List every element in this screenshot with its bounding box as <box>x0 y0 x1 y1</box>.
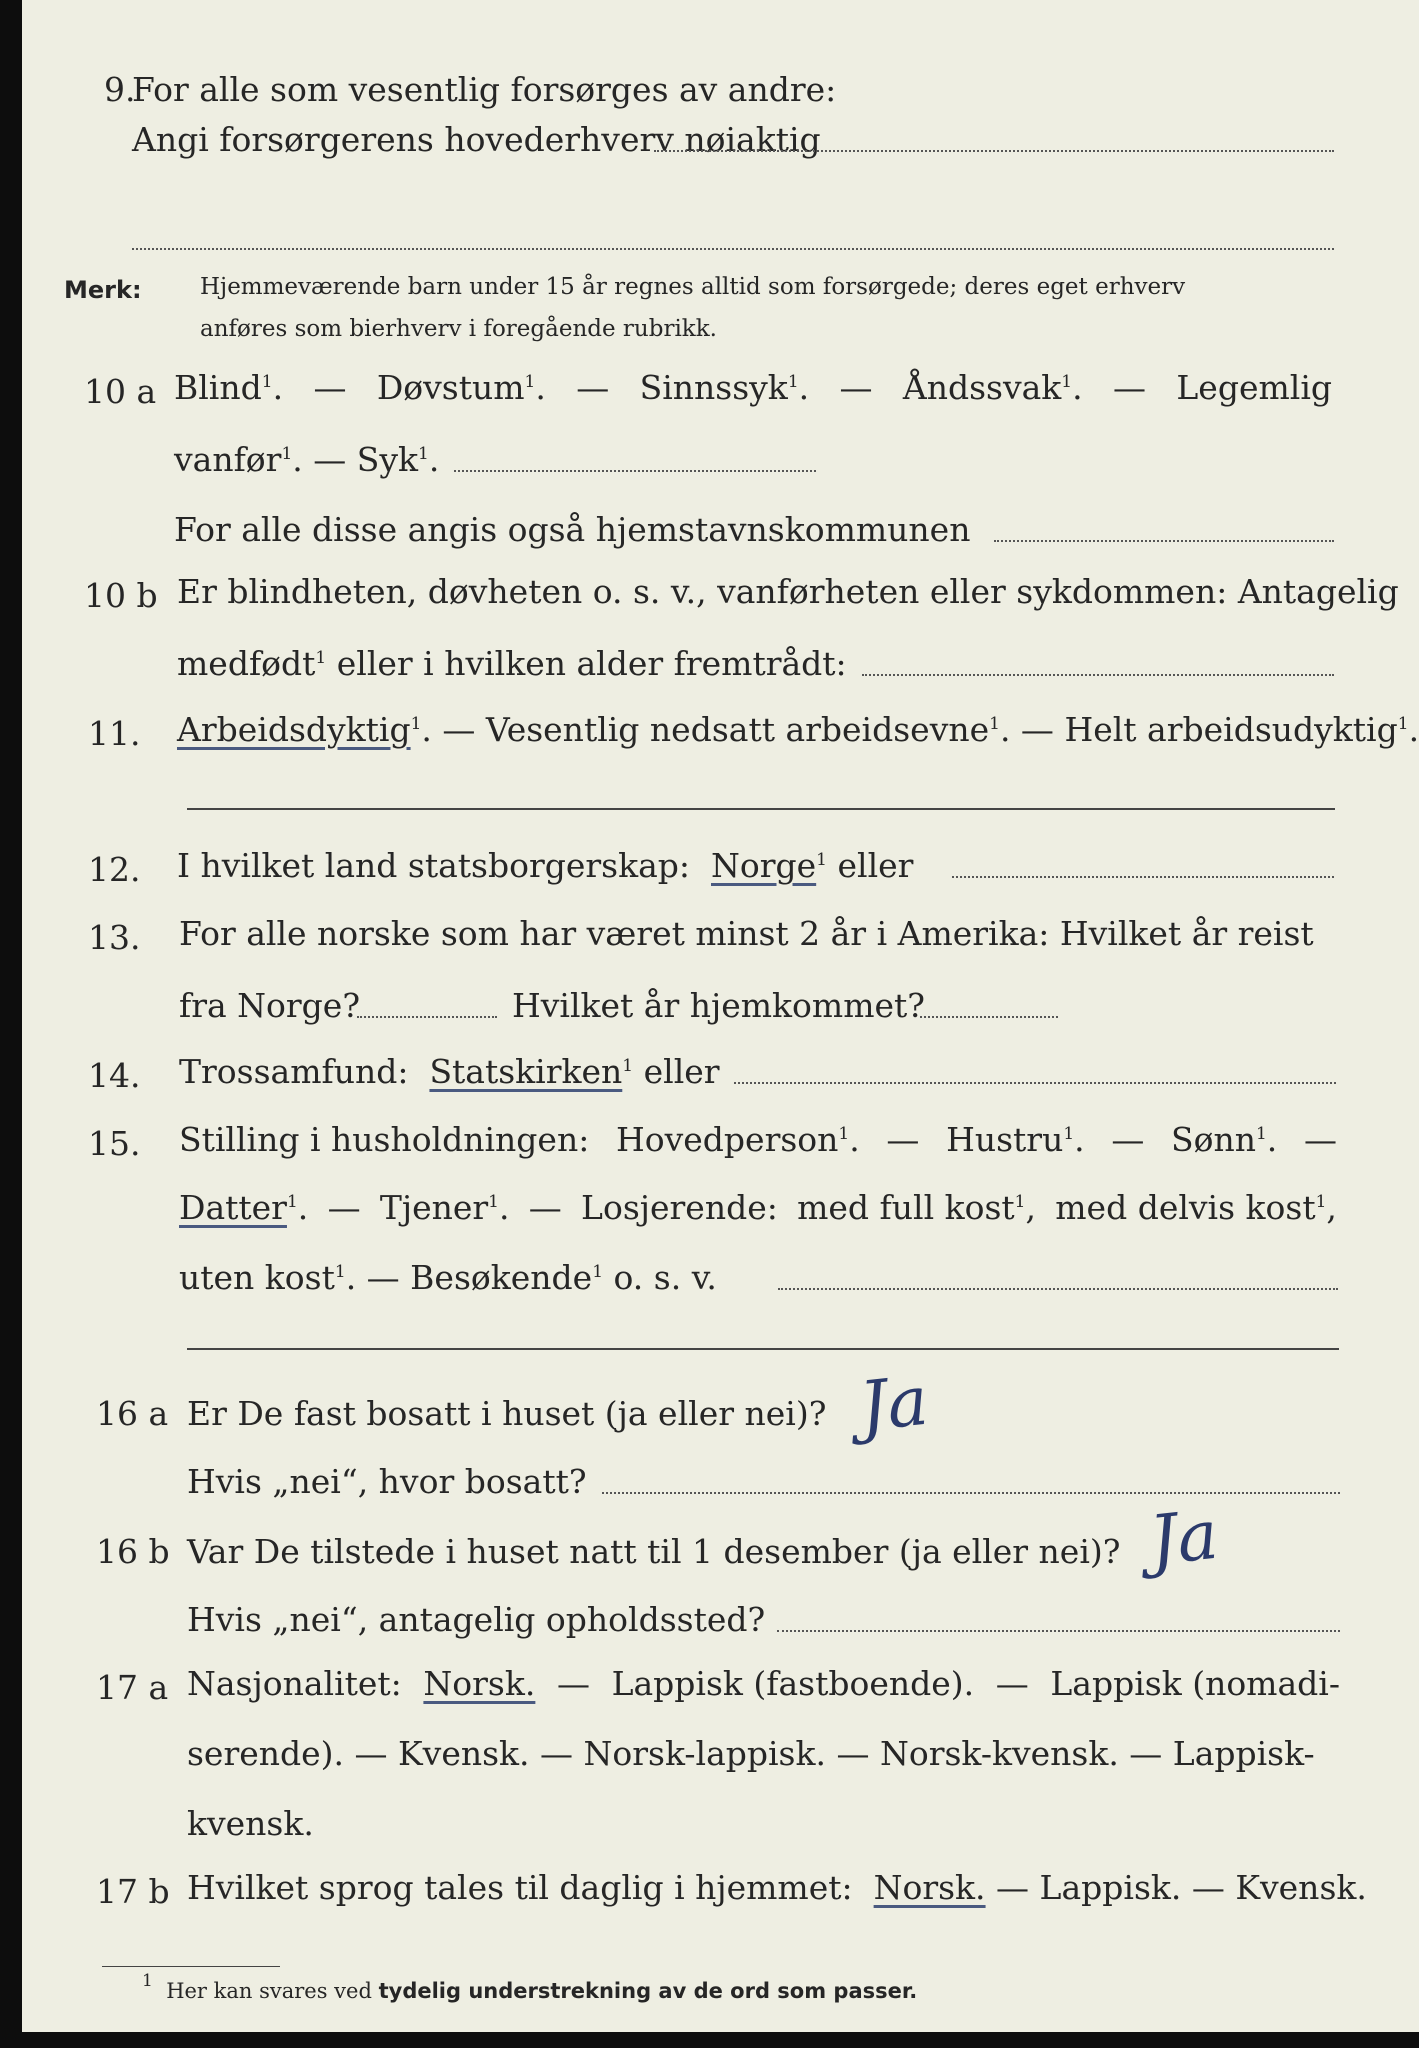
q9-number: 9. <box>104 70 136 109</box>
q10a-andssvak: Åndssvak <box>902 368 1062 407</box>
q16a-number: 16 a <box>96 1394 169 1433</box>
q11-line: Arbeidsdyktig$^1$. — Vesentlig nedsatt arbeidsevne$^1$. — Helt arbeidsudyktig$^1$. <box>177 710 1419 749</box>
q17a-line1: Nasjonalitet: Norsk. — Lappisk (fastboende). — Lappisk (nomadi- <box>187 1664 1340 1703</box>
q17a-label: Nasjonalitet: <box>187 1664 402 1703</box>
q11-answer-line[interactable] <box>187 808 1335 810</box>
q15-stilling: Stilling i husholdningen: <box>179 1120 590 1159</box>
q15-losjerende: Losjerende: <box>581 1188 778 1227</box>
q17b-line: Hvilket sprog tales til daglig i hjemmet: Norsk. — Lappisk. — Kvensk. <box>187 1868 1367 1907</box>
q10b-rest: eller i hvilken alder fremtrådt: <box>336 644 847 683</box>
footnote-bold-text: tydelig understrekning av de ord som passer. <box>378 1979 918 2003</box>
q12-line: I hvilket land statsborgerskap: Norge$^1$ eller <box>177 846 914 885</box>
q15-number: 15. <box>88 1124 141 1163</box>
q10b-number: 10 b <box>84 576 158 615</box>
q15-delvis-kost: med delvis kost <box>1055 1188 1316 1227</box>
q10a-line1: Blind$^1$. — Døvstum$^1$. — Sinnssyk$^1$. — Åndssvak$^1$. — Legemlig <box>174 368 1332 407</box>
q12-eller: eller <box>837 846 914 885</box>
q15-datter: Datter <box>179 1188 287 1227</box>
q15-tjener: Tjener <box>379 1188 489 1227</box>
q10a-syk: Syk <box>356 440 418 479</box>
q11-number: 11. <box>88 714 141 753</box>
q12-number: 12. <box>88 850 141 889</box>
q17b-lappisk: Lappisk. <box>1039 1868 1182 1907</box>
footnote-divider <box>102 1966 280 1967</box>
q14-text: Trossamfund: <box>179 1052 409 1091</box>
footnote <box>142 1971 918 2006</box>
q15-sonn: Sønn <box>1170 1120 1256 1159</box>
q17a-line3: kvensk. <box>187 1804 314 1843</box>
q10b-line2: medfødt$^1$ eller i hvilken alder fremtrådt: <box>177 644 847 683</box>
q15-osv: o. s. v. <box>613 1258 717 1297</box>
q15-besokende: Besøkende <box>410 1258 593 1297</box>
q10a-legemlig: Legemlig <box>1176 368 1332 407</box>
q13-line2b: Hvilket år hjemkommet? <box>512 986 925 1025</box>
q15-hustru: Hustru <box>946 1120 1064 1159</box>
q12-text: I hvilket land statsborgerskap: <box>177 846 691 885</box>
q17b-kvensk: Kvensk. <box>1235 1868 1367 1907</box>
q10a-line3: For alle disse angis også hjemstavnskommunen <box>174 510 971 549</box>
q13-number: 13. <box>88 918 141 957</box>
q12-norge: Norge <box>711 846 817 885</box>
q10a-blind: Blind <box>174 368 262 407</box>
q15-answer-line[interactable] <box>778 1288 1338 1290</box>
q10a-answer-line[interactable] <box>454 470 816 472</box>
q13-reist-line[interactable] <box>357 1016 497 1018</box>
q16a-question: Er De fast bosatt i huset (ja eller nei)? <box>187 1394 827 1433</box>
q16b-handwritten-answer: Ja <box>1146 1495 1222 1582</box>
q12-answer-line[interactable] <box>952 876 1334 878</box>
q15-line3: uten kost$^1$. — Besøkende$^1$ o. s. v. <box>179 1258 717 1297</box>
q15-answer-line-2[interactable] <box>187 1348 1339 1350</box>
q14-line: Trossamfund: Statskirken$^1$ eller <box>179 1052 720 1091</box>
q10b-line1: Er blindheten, døvheten o. s. v., vanførheten eller sykdommen: Antagelig <box>177 572 1399 611</box>
q9-line2: Angi forsørgerens hovederhverv nøiaktig <box>132 120 821 159</box>
q17a-norsk: Norsk. <box>423 1664 536 1703</box>
q16b-answer-line[interactable] <box>777 1630 1340 1632</box>
merk-line1: Hjemmeværende barn under 15 år regnes alltid som forsørgede; deres eget erhverv <box>200 274 1186 300</box>
footnote-mark: 1 <box>142 1971 153 1991</box>
q10a-sinnssyk: Sinnssyk <box>639 368 788 407</box>
census-form-page <box>22 0 1419 2032</box>
q14-statskirken: Statskirken <box>429 1052 623 1091</box>
q17b-norsk: Norsk. <box>873 1868 986 1907</box>
q10a-dovstum: Døvstum <box>376 368 525 407</box>
q17a-line2: serende). — Kvensk. — Norsk-lappisk. — Norsk-kvensk. — Lappisk- <box>187 1734 1315 1773</box>
q13-line1: For alle norske som har været minst 2 år i Amerika: Hvilket år reist <box>179 914 1314 953</box>
q9-line1: For alle som vesentlig forsørges av andre: <box>132 70 837 109</box>
q15-full-kost: med full kost <box>797 1188 1015 1227</box>
q15-uten-kost: uten kost <box>179 1258 335 1297</box>
q17a-lappisk-nomadi: Lappisk (nomadi- <box>1050 1664 1340 1703</box>
q10a-line2: vanfør$^1$. — Syk$^1$. <box>174 440 440 479</box>
q13-line2a: fra Norge? <box>179 986 361 1025</box>
q16b-number: 16 b <box>96 1532 170 1571</box>
q14-number: 14. <box>88 1056 141 1095</box>
q11-arbeidsdyktig: Arbeidsdyktig <box>177 710 411 749</box>
q10a-vanfor: vanfør <box>174 440 282 479</box>
footnote-text: Her kan svares ved <box>166 1979 372 2003</box>
q11-nedsatt: Vesentlig nedsatt arbeidsevne <box>485 710 990 749</box>
q16a-handwritten-answer: Ja <box>856 1361 932 1448</box>
q16b-question: Var De tilstede i huset natt til 1 desember (ja eller nei)? <box>187 1532 1121 1571</box>
q15-line1: Stilling i husholdningen: Hovedperson$^1$. — Hustru$^1$. — Sønn$^1$. — <box>179 1120 1337 1159</box>
merk-line2: anføres som bierhverv i foregående rubrikk. <box>200 316 717 342</box>
q10b-medfodt: medfødt <box>177 644 316 683</box>
q9-answer-line-2[interactable] <box>132 248 1334 250</box>
q15-line2: Datter$^1$. — Tjener$^1$. — Losjerende: med full kost$^1$, med delvis kost$^1$, <box>179 1188 1337 1227</box>
q10b-answer-line[interactable] <box>862 674 1334 676</box>
q10a-number: 10 a <box>84 372 157 411</box>
q17b-text: Hvilket sprog tales til daglig i hjemmet: <box>187 1868 853 1907</box>
q16a-answer-line[interactable] <box>602 1492 1340 1494</box>
q16b-line2: Hvis „nei“, antagelig opholdssted? <box>187 1600 766 1639</box>
q13-hjem-line[interactable] <box>920 1016 1058 1018</box>
q14-eller: eller <box>643 1052 720 1091</box>
q11-udyktig: Helt arbeidsudyktig <box>1064 710 1398 749</box>
q17a-number: 17 a <box>96 1668 169 1707</box>
q16a-line2: Hvis „nei“, hvor bosatt? <box>187 1462 587 1501</box>
q10a-kommune-line[interactable] <box>994 540 1334 542</box>
q15-hovedperson: Hovedperson <box>615 1120 839 1159</box>
merk-label: Merk: <box>64 276 142 304</box>
q14-answer-line[interactable] <box>734 1082 1336 1084</box>
q17b-number: 17 b <box>96 1872 170 1911</box>
q9-answer-line[interactable] <box>654 150 1334 152</box>
q17a-lappisk-fast: Lappisk (fastboende). <box>611 1664 975 1703</box>
